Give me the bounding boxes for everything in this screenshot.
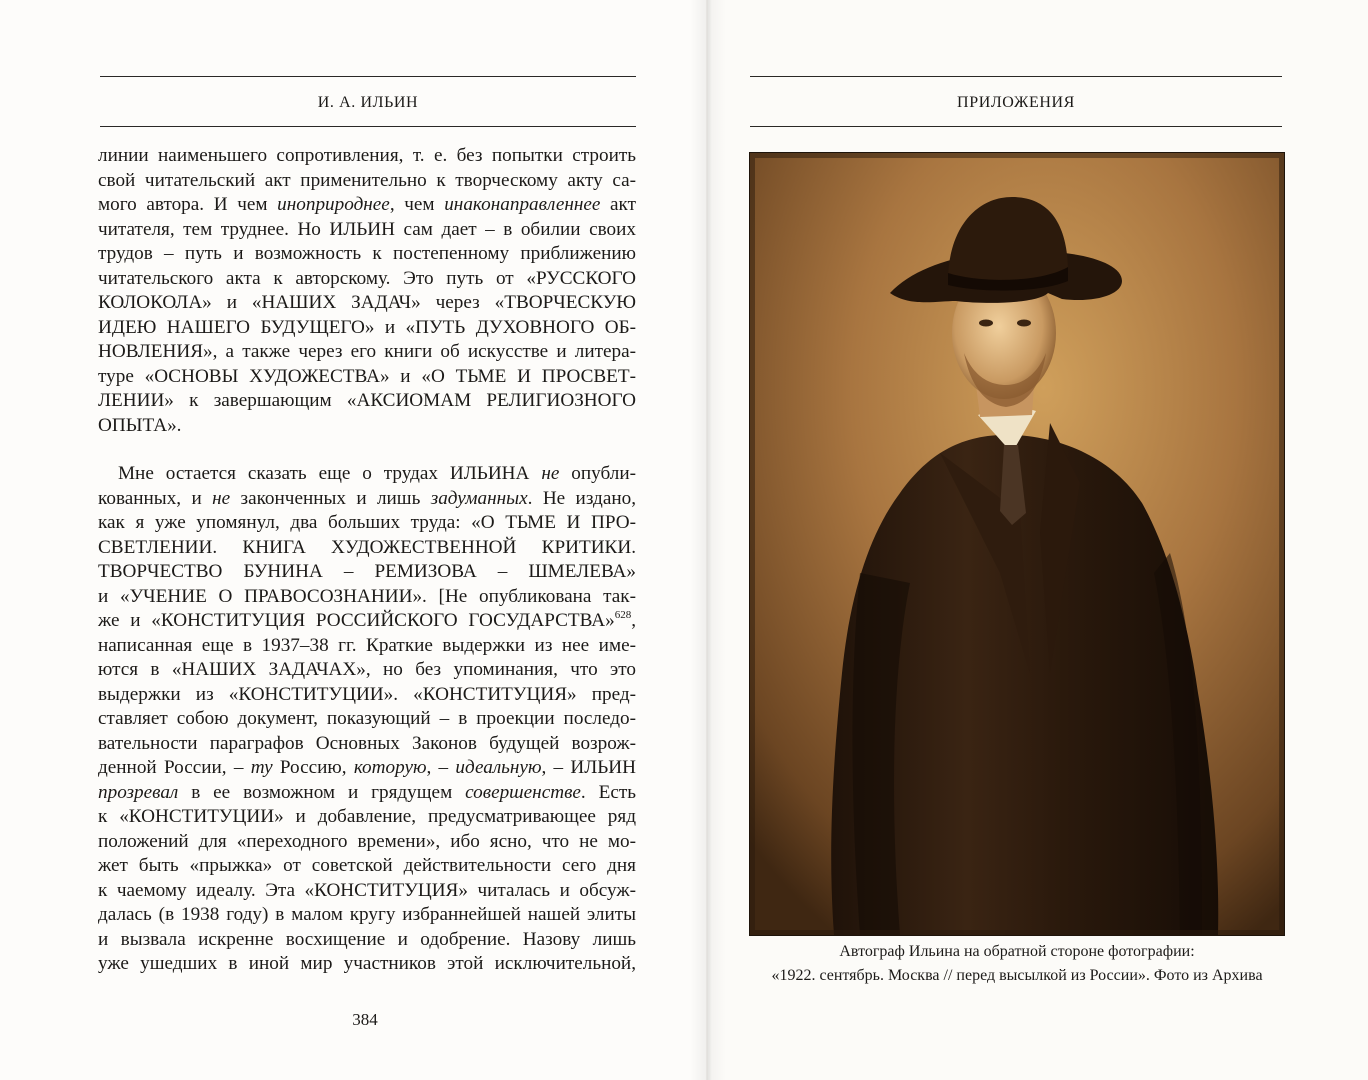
italic-word: инаконаправленнее: [444, 194, 601, 215]
right-running-header: [750, 76, 1282, 130]
italic-word: прозревал: [98, 781, 179, 803]
text-line: трудов – путь и возможность к постепенному приближению: [98, 243, 636, 264]
text-line: далась (в 1938 году) в малом кругу избраннейшей нашей элиты: [98, 904, 636, 925]
text-line: к чаемому идеалу. Эта «КОНСТИТУЦИЯ» читалась и обсуж-: [98, 879, 636, 901]
text-line: жет быть «прыжка» от советской действительности сего дня: [98, 855, 636, 876]
italic-word: задуманных: [430, 487, 528, 509]
header-rule-bottom: [750, 126, 1282, 127]
text-line: мого автора. И чем иноприроднее, чем инаконаправленнее акт: [98, 194, 637, 215]
text-line: к «КОНСТИТУЦИИ» и добавление, предусматривающее ряд: [98, 806, 636, 827]
text-line: ставляет собою документ, показующий – в проекции последо-: [98, 708, 636, 729]
header-rule-bottom: [100, 126, 636, 127]
text-line: ЛЕНИИ» к завершающим «АКСИОМАМ РЕЛИГИОЗНОГО: [98, 390, 636, 411]
paragraph-2: [98, 462, 636, 977]
body-text: [98, 144, 636, 977]
text-line: и вызвала искренне восхищение и одобрение. Назову лишь: [98, 928, 636, 950]
running-head-section: ПРИЛОЖЕНИЯ: [957, 94, 1075, 111]
text-line: выдержки из «КОНСТИТУЦИИ». «КОНСТИТУЦИЯ» пред-: [98, 683, 636, 705]
text-line: уже ушедших в иной мир участников этой исключительной,: [98, 953, 636, 974]
page-number: 384: [352, 1010, 378, 1029]
text-line: читательского акта к авторскому. Это путь от «РУССКОГО: [98, 267, 636, 289]
text-line: линии наименьшего сопротивления, т. е. без попытки строить: [98, 145, 636, 166]
header-rule-top: [750, 76, 1282, 77]
italic-word: не: [541, 463, 560, 484]
paragraph-1: [98, 144, 636, 438]
header-rule-top: [100, 76, 636, 77]
italic-word: которую: [353, 757, 427, 778]
text-line: читателя, тем труднее. Но ИЛЬИН сам дает – в обилии своих: [98, 218, 636, 240]
photo-caption: [738, 940, 1296, 987]
text-line: ОПЫТА».: [98, 414, 182, 436]
text-line: написанная еще в 1937–38 гг. Краткие выдержки из нее име-: [98, 634, 636, 656]
text-line: же и «КОНСТИТУЦИЯ РОССИЙСКОГО ГОСУДАРСТВА»$^{628}$,: [98, 609, 636, 631]
text-line: кованных, и не законченных и лишь задуманных. Не издано,: [98, 487, 636, 509]
running-head-author: И. А. ИЛЬИН: [317, 94, 419, 111]
book-gutter: [690, 0, 726, 1080]
footnote-marker: 628: [614, 609, 632, 621]
text-line: денной России, – ту Россию, которую, – идеальную, – ИЛЬИН: [98, 757, 636, 778]
caption-line: Автограф Ильина на обратной стороне фотографии:: [839, 943, 1195, 960]
portrait-figure-icon: [750, 153, 1284, 935]
portrait-photo: [749, 152, 1285, 936]
text-line: как я уже упомянул, два больших труда: «О ТЬМЕ И ПРО-: [98, 512, 636, 533]
text-line: Мне остается сказать еще о трудах ИЛЬИНА не опубли-: [118, 463, 636, 484]
italic-word: идеальную: [455, 757, 542, 778]
italic-word: не: [212, 487, 231, 509]
text-line: НОВЛЕНИЯ», а также через его книги об искусстве и литера-: [98, 341, 636, 362]
text-line: положений для «переходного времени», ибо ясно, что не мо-: [98, 830, 636, 852]
text-line: вательности параграфов Основных Законов будущей возрож-: [98, 732, 636, 754]
text-line: туре «ОСНОВЫ ХУДОЖЕСТВА» и «О ТЬМЕ И ПРОСВЕТ-: [98, 365, 636, 387]
text-line: КОЛОКОЛА» и «НАШИХ ЗАДАЧ» через «ТВОРЧЕСКУЮ: [98, 292, 636, 313]
italic-word: ту: [250, 757, 273, 778]
text-line: и «УЧЕНИЕ О ПРАВОСОЗНАНИИ». [Не опубликована так-: [98, 585, 636, 607]
text-line: ются в «НАШИХ ЗАДАЧАХ», но без упоминания, что это: [98, 659, 636, 680]
text-line: СВЕТЛЕНИИ. КНИГА ХУДОЖЕСТВЕННОЙ КРИТИКИ.: [98, 536, 636, 558]
text-line: ТВОРЧЕСТВО БУНИНА – РЕМИЗОВА – ШМЕЛЕВА»: [98, 561, 636, 582]
text-line: ИДЕЮ НАШЕГО БУДУЩЕГО» и «ПУТЬ ДУХОВНОГО ОБ-: [98, 316, 636, 338]
text-line: прозревал в ее возможном и грядущем совершенстве. Есть: [98, 781, 636, 803]
text-line: свой читательский акт применительно к творческому акту са-: [98, 169, 636, 191]
italic-word: иноприроднее: [277, 194, 390, 215]
italic-word: совершенстве: [465, 781, 581, 803]
left-running-header: [100, 76, 636, 130]
caption-line: «1922. сентябрь. Москва // перед высылкой из России». Фото из Архива: [771, 966, 1263, 984]
